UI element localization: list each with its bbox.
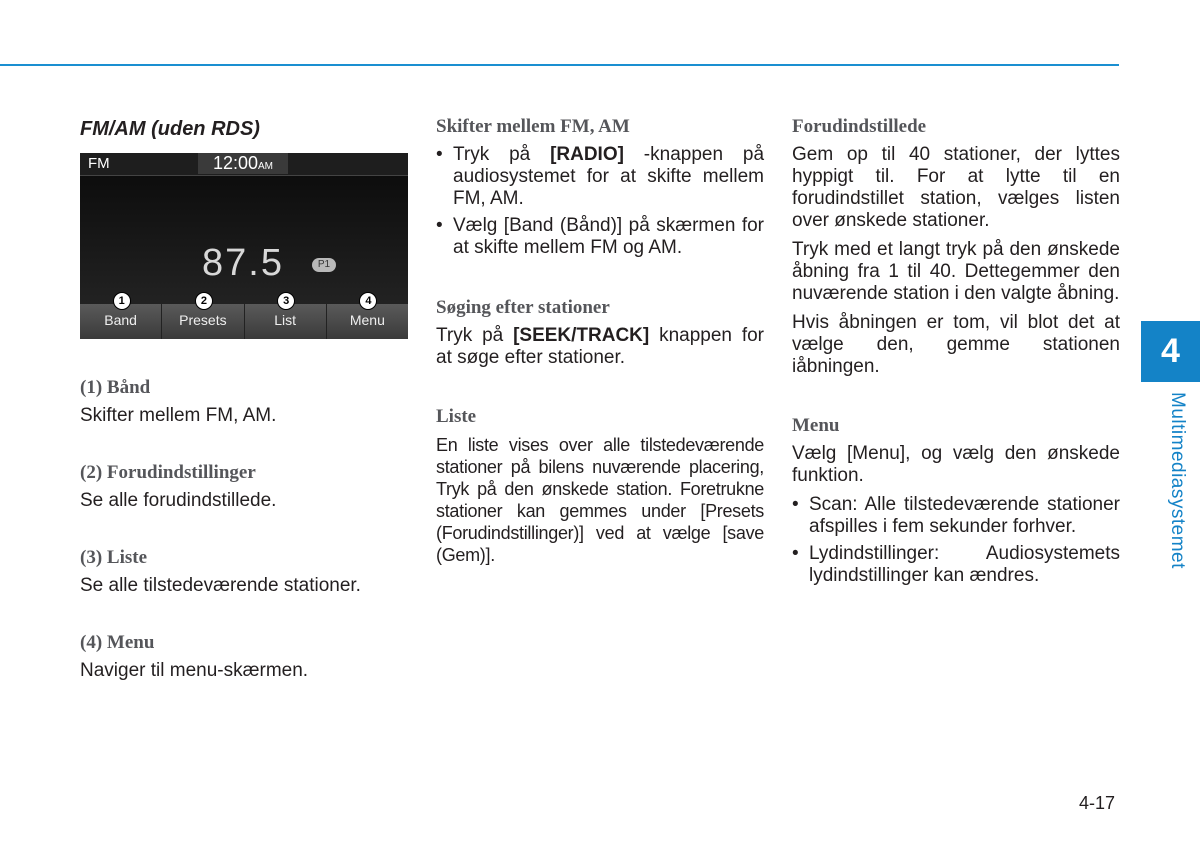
middle-column [436, 116, 764, 573]
item-text: Skifter mellem FM, AM. [80, 405, 277, 426]
search-text: Tryk på [SEEK/TRACK] knappen for at søge efter stationer. [436, 325, 764, 368]
page-number: 4-17 [1079, 793, 1116, 813]
seek-key-label: [SEEK/TRACK] [513, 325, 650, 346]
frequency-display: 87.5 [202, 242, 284, 284]
presets-text: Gem op til 40 stationer, der lyttes hyppigt til. For at lytte til en forudindstillet station, vælges listen over ønskede stationer. [792, 144, 1120, 231]
page-heading: FM/AM (uden RDS) [80, 118, 260, 140]
callout-1: 1 [113, 292, 131, 310]
section-title-presets: Forudindstillede [792, 116, 927, 137]
menu-softkey[interactable] [327, 295, 408, 339]
item-text: Se alle tilstedeværende stationer. [80, 575, 361, 596]
section-title-switch: Skifter mellem FM, AM [436, 116, 630, 137]
item-title: (1) Bånd [80, 377, 151, 398]
clock-ampm: AM [258, 161, 274, 172]
item-title: (3) Liste [80, 547, 148, 568]
header-rule [0, 64, 1119, 66]
bullet-item: • Scan: Alle tilstedeværende stationer afspilles i fem sekunder forhver. [792, 494, 1120, 538]
callout-4: 4 [359, 292, 377, 310]
presets-softkey[interactable] [162, 295, 244, 339]
softkey-label: List [274, 312, 297, 328]
chapter-tab: 4 [1141, 321, 1200, 382]
section-title-list: Liste [436, 406, 477, 427]
radio-screen [80, 153, 408, 339]
bullet-item: • Vælg [Band (Bånd)] på skærmen for at skifte mellem FM og AM. [436, 215, 764, 259]
presets-text: Hvis åbningen er tom, vil blot det at vælge den, gemme stationen iåbningen. [792, 312, 1120, 377]
section-title-search: Søging efter stationer [436, 297, 610, 318]
list-text: En liste vises over alle tilstedeværende stationer på bilens nuværende placering, Tryk på den ønskede station. Foretrukne stationer kan gemmes under [Presets (Forudindstillinger)] ved at vælge [save (Gem)]. [436, 435, 764, 565]
clock [198, 153, 288, 174]
band-indicator: FM [88, 155, 110, 172]
section-title-menu: Menu [792, 415, 840, 436]
radio-key-label: [RADIO] [550, 144, 624, 165]
clock-time: 12:00 [212, 153, 259, 173]
bullet-item: • Lydindstillinger: Audiosystemets lydindstillinger kan ændres. [792, 543, 1120, 587]
callout-2: 2 [195, 292, 213, 310]
display-area [80, 176, 408, 304]
menu-text: Vælg [Menu], og vælg den ønskede funktion. [792, 443, 1120, 486]
left-column [80, 116, 408, 689]
switch-bullets [436, 144, 764, 259]
item-title: (4) Menu [80, 632, 155, 653]
status-bar [80, 153, 408, 176]
softkey-label: Presets [179, 312, 227, 328]
chapter-side-label: Multimediasystemet [1167, 392, 1188, 569]
list-softkey[interactable] [245, 295, 327, 339]
preset-badge: P1 [312, 258, 336, 272]
softkey-label: Menu [349, 312, 385, 328]
softkey-label: Band [104, 312, 137, 328]
item-text: Naviger til menu-skærmen. [80, 660, 309, 681]
soft-key-bar [80, 295, 408, 339]
bullet-item: • Tryk på [RADIO] -knappen på audiosystemet for at skifte mellem FM, AM. [436, 144, 764, 210]
menu-bullets [792, 494, 1120, 587]
band-softkey[interactable] [80, 295, 162, 339]
presets-text: Tryk med et langt tryk på den ønskede åbning fra 1 til 40. Dettegemmer den nuværende station i den valgte åbning. [792, 239, 1120, 304]
right-column [792, 116, 1120, 595]
item-text: Se alle forudindstillede. [80, 490, 277, 511]
item-title: (2) Forudindstillinger [80, 462, 256, 483]
callout-3: 3 [277, 292, 295, 310]
